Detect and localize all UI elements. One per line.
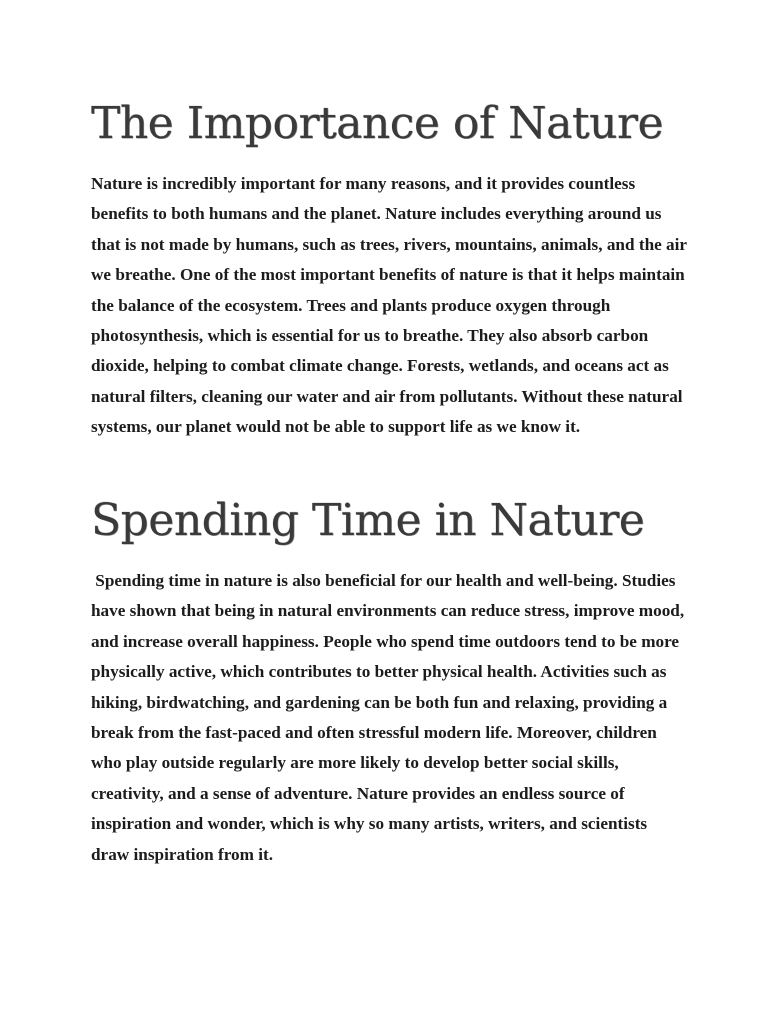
section-heading-importance: The Importance of Nature <box>91 98 664 149</box>
section-body-importance: Nature is incredibly important for many reasons, and it provides countless benefits to both humans and the planet. Nature includes everything around us that is not made by humans, such as trees, rivers, mountains, animals, and the air we breathe. One of the most important benefits of nature is that it helps maintain the balance of the ecosystem. Trees and plants produce oxygen through photosynthesis, which is essential for us to breathe. They also absorb carbon dioxide, helping to combat climate change. Forests, wetlands, and oceans act as natural filters, cleaning our water and air from pollutants. Without these natural systems, our planet would not be able to support life as we know it. <box>91 174 687 437</box>
section-heading-spending-time: Spending Time in Nature <box>91 495 645 546</box>
section-body-spending-time: Spending time in nature is also beneficial for our health and well-being. Studies have shown that being in natural environments can reduce stress, improve mood, and increase overall happiness. People who spend time outdoors tend to be more physically active, which contributes to better physical health. Activities such as hiking, birdwatching, and gardening can be both fun and relaxing, providing a break from the fast-paced and often stressful modern life. Moreover, children who play outside regularly are more likely to develop better social skills, creativity, and a sense of adventure. Nature provides an endless source of inspiration and wonder, which is why so many artists, writers, and scientists draw inspiration from it. <box>91 571 689 864</box>
